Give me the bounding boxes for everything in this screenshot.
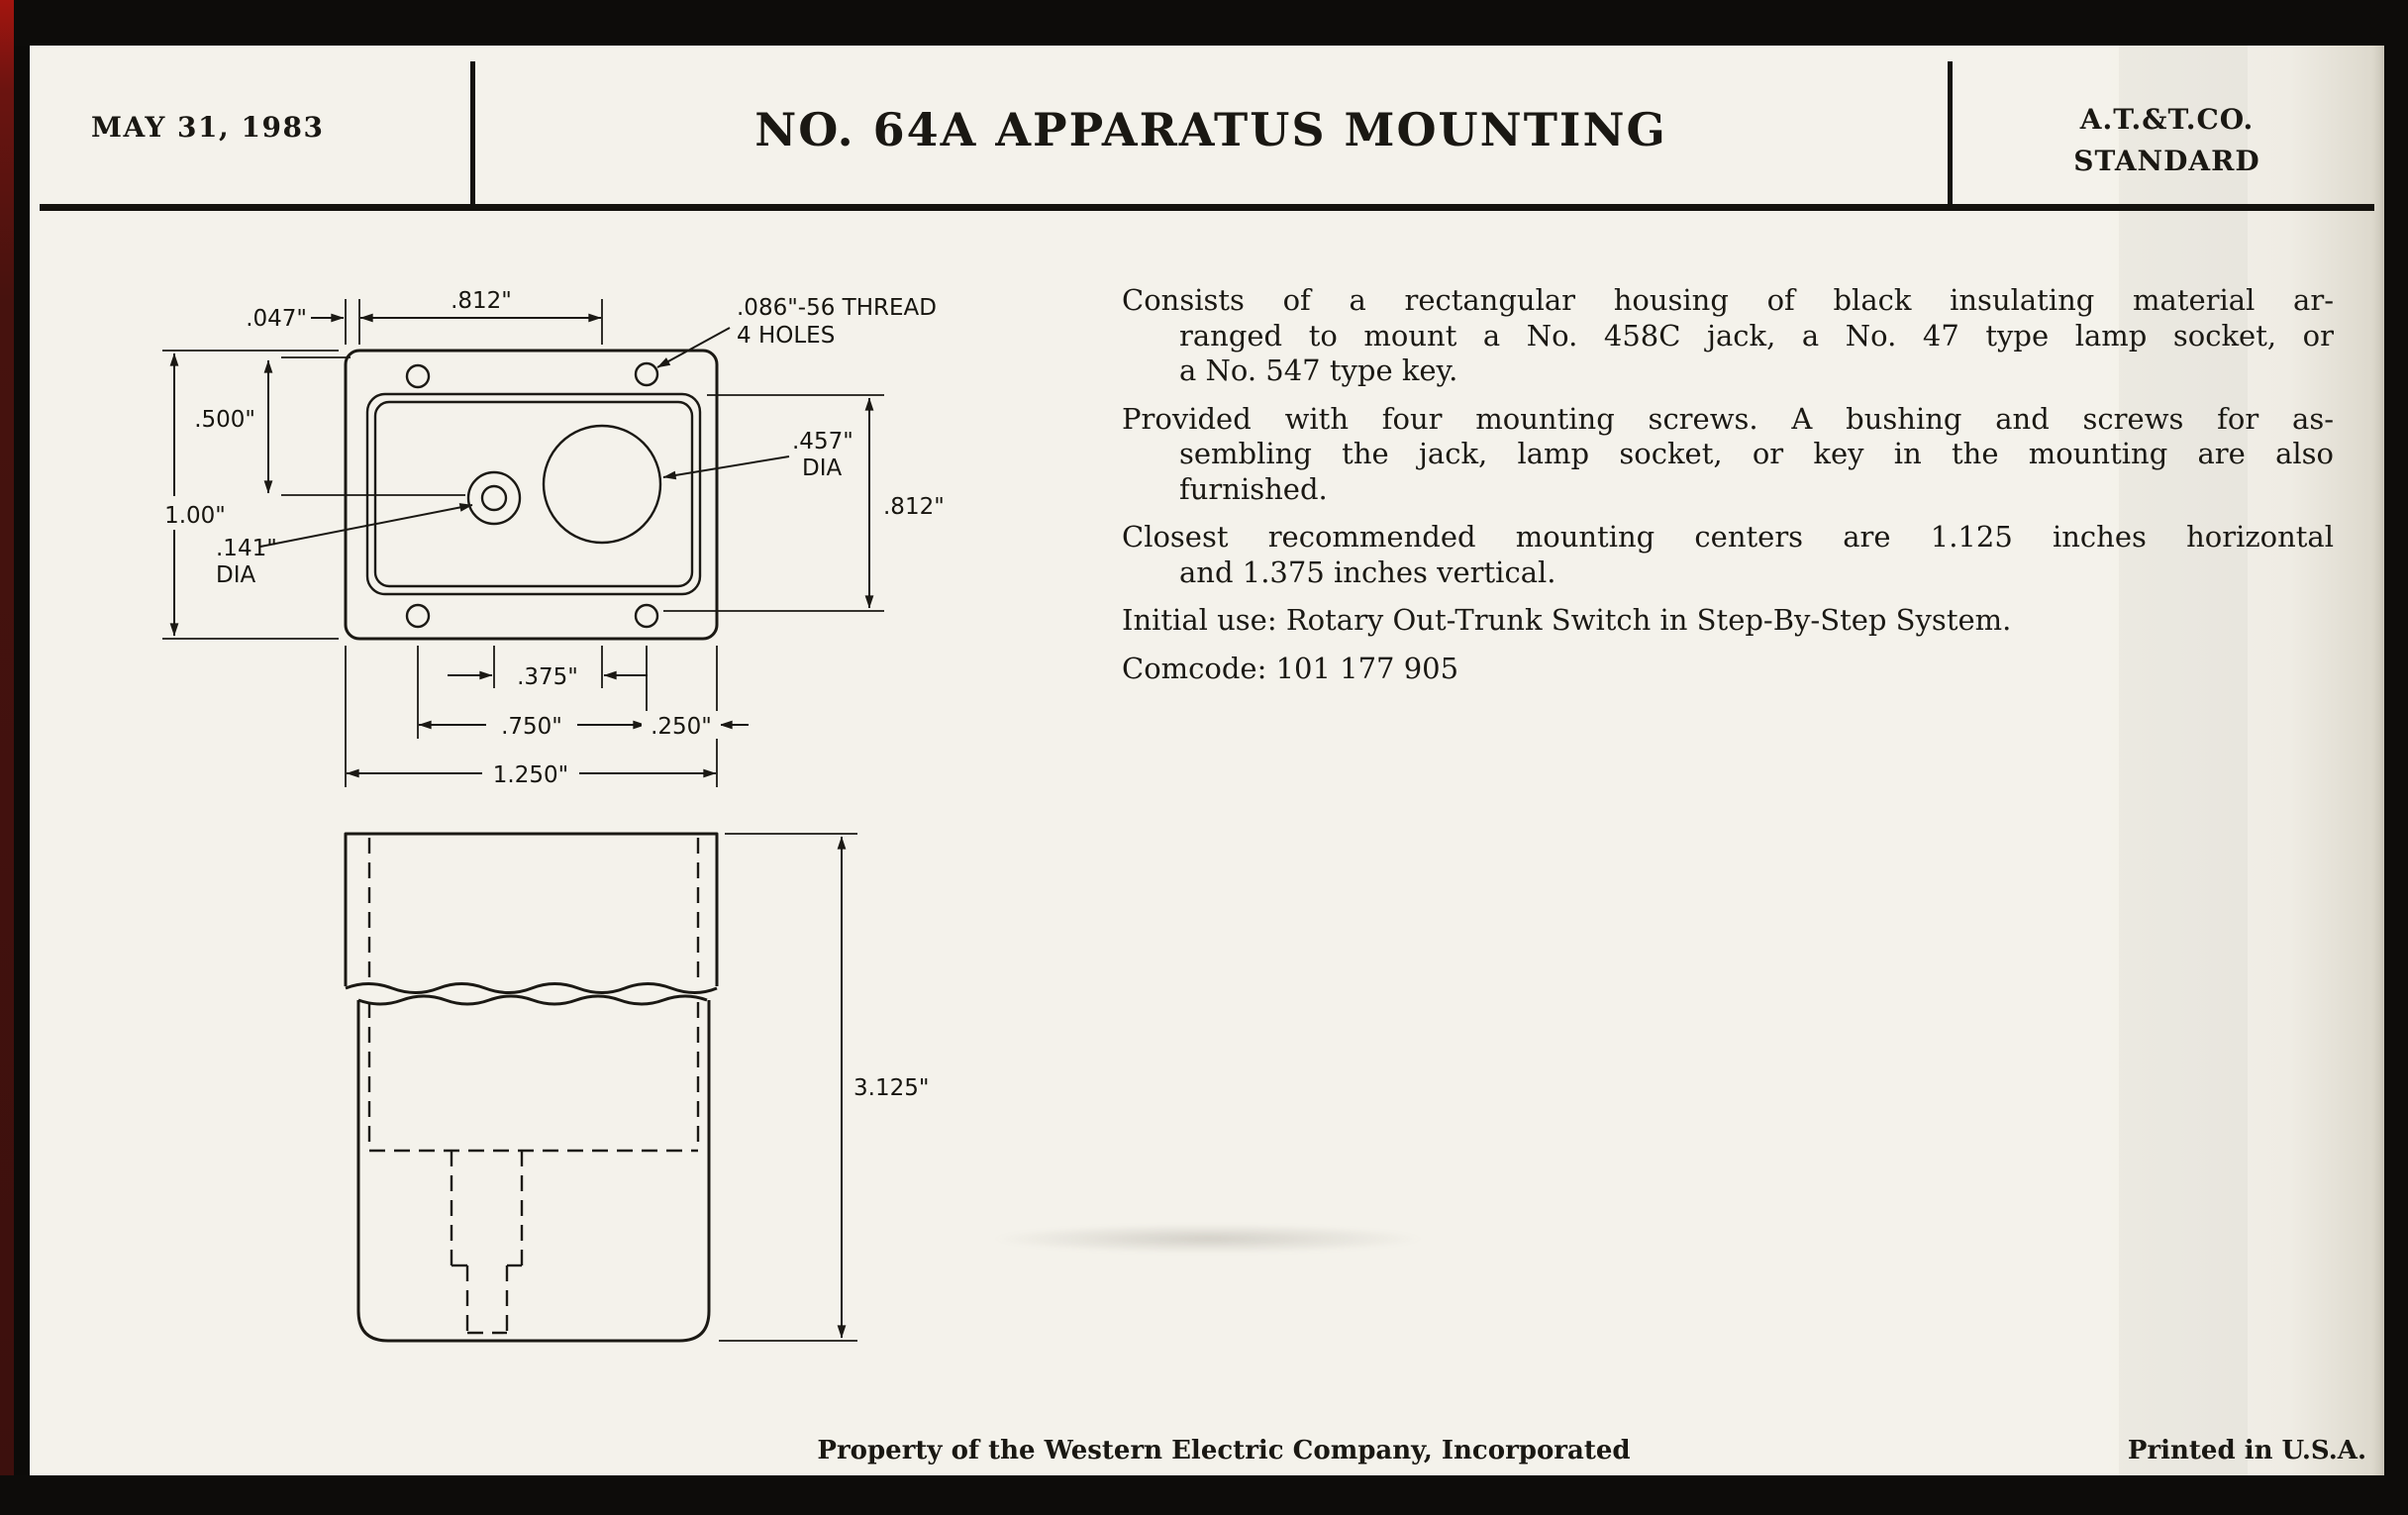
description-paragraph	[1122, 402, 2334, 508]
thread-note-line2: 4 HOLES	[737, 323, 836, 349]
dim-141-label: .141"	[216, 536, 277, 561]
leader-arrows	[260, 328, 789, 547]
description-line: Closest recommended mounting centers are 1.125 inches horizontal	[1122, 520, 2334, 554]
dim-500-label: .500"	[194, 407, 255, 433]
org-line1: A.T.&T.CO.	[2079, 103, 2255, 136]
dim-750-label: .750"	[501, 714, 562, 740]
dim-1250-label: 1.250"	[492, 762, 569, 788]
side-view-upper-outline	[346, 834, 717, 986]
top-view-inner-outline2	[375, 402, 692, 586]
description-line: Comcode: 101 177 905	[1122, 651, 1459, 685]
dim-457-dia-label: DIA	[802, 455, 843, 481]
small-hole-outer	[468, 472, 520, 524]
technical-drawing	[0, 0, 1069, 1515]
scan-border-right	[2384, 0, 2408, 1515]
description-paragraph	[1122, 283, 2334, 389]
break-line-upper	[346, 984, 717, 993]
description-line: ranged to mount a No. 458C jack, a No. 47 type lamp socket, or	[1179, 318, 2334, 353]
dim-250-label: .250"	[651, 714, 712, 740]
small-hole-inner	[482, 486, 506, 510]
hidden-lines	[369, 838, 698, 1333]
footer-property-notice: Property of the Western Electric Company, Incorporated	[817, 1436, 1631, 1465]
description-paragraph	[1122, 520, 2334, 590]
mounting-hole	[636, 605, 657, 627]
description-line: a No. 547 type key.	[1179, 354, 1458, 387]
dim-141-dia-label: DIA	[216, 562, 256, 588]
issue-date: MAY 31, 1983	[91, 111, 325, 144]
description-line: Initial use: Rotary Out-Trunk Switch in Step-By-Step System.	[1122, 603, 2012, 637]
dim-375-label: .375"	[517, 664, 578, 690]
dim-3125-label: 3.125"	[853, 1075, 930, 1101]
thread-note-line1: .086"-56 THREAD	[737, 295, 937, 321]
extension-lines	[162, 299, 884, 1341]
description-line: sembling the jack, lamp socket, or key in the mounting are also	[1179, 437, 2334, 470]
scan-shade	[2119, 46, 2248, 1475]
footer-printed-label: Printed in U.S.A.	[2127, 1436, 2366, 1465]
description-text	[1122, 283, 2334, 699]
description-line: Consists of a rectangular housing of black insulating material ar-	[1122, 283, 2334, 317]
dim-100-label: 1.00"	[164, 503, 226, 529]
side-view-lower-outline	[358, 1000, 709, 1341]
description-paragraph	[1122, 652, 2334, 687]
mounting-hole	[407, 365, 429, 387]
description-line: Provided with four mounting screws. A bushing and screws for as-	[1122, 401, 2334, 436]
large-hole	[544, 426, 660, 543]
dim-812-top-label: .812"	[451, 288, 512, 314]
top-view-inner-outline	[367, 394, 700, 594]
description-line: furnished.	[1179, 471, 1328, 506]
mounting-hole	[407, 605, 429, 627]
side-view	[346, 834, 717, 1341]
mounting-hole	[636, 363, 657, 385]
dim-457-label: .457"	[792, 429, 853, 454]
page-title: NO. 64A APPARATUS MOUNTING	[754, 103, 1667, 156]
org-standard-label	[1950, 99, 2384, 182]
description-paragraph	[1122, 603, 2334, 639]
description-line: and 1.375 inches vertical.	[1179, 555, 1556, 589]
dim-047-label: .047"	[246, 306, 307, 332]
org-line2: STANDARD	[2073, 145, 2260, 177]
break-line-lower	[358, 996, 707, 1004]
dimension-labels	[164, 288, 945, 1101]
dim-812-right-label: .812"	[883, 494, 945, 520]
